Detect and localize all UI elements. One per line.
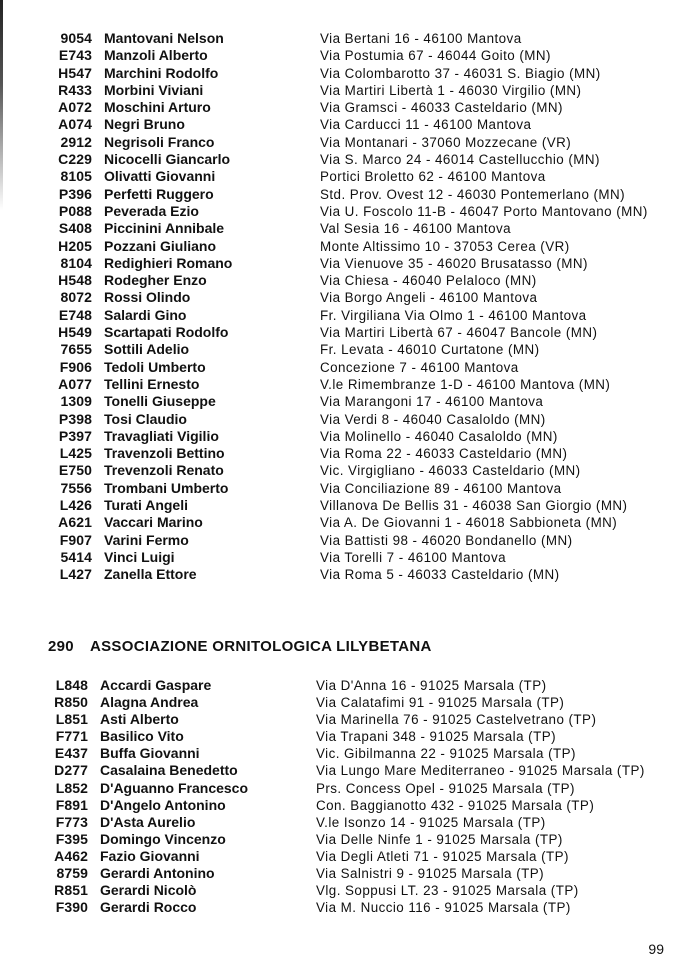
- member-name: Alagna Andrea: [100, 694, 199, 711]
- member-name: Rossi Olindo: [104, 289, 191, 306]
- member-row: [0, 307, 700, 324]
- member-address: Portici Broletto 62 - 46100 Mantova: [320, 169, 546, 185]
- member-code: F891: [55, 796, 88, 813]
- member-address: Via Gramsci - 46033 Casteldario (MN): [320, 100, 563, 116]
- member-row: [0, 30, 700, 47]
- member-row: [0, 341, 700, 358]
- member-row: [0, 65, 700, 82]
- member-address: Via Martiri Libertà 1 - 46030 Virgilio (MN): [320, 82, 582, 98]
- member-address: Vlg. Soppusi LT. 23 - 91025 Marsala (TP): [316, 883, 579, 899]
- member-address: Via Marinella 76 - 91025 Castelvetrano (TP): [316, 712, 597, 728]
- member-name: Buffa Giovanni: [100, 745, 200, 762]
- member-address: Via Bertani 16 - 46100 Mantova: [320, 31, 522, 46]
- member-code: 1309: [60, 393, 92, 410]
- member-name: Gerardi Nicolò: [100, 882, 197, 899]
- member-row: [0, 393, 700, 410]
- member-code: L848: [55, 677, 88, 693]
- member-name: Pozzani Giuliano: [104, 237, 217, 254]
- member-address: V.le Isonzo 14 - 91025 Marsala (TP): [316, 814, 546, 830]
- member-address: Via Salnistri 9 - 91025 Marsala (TP): [316, 866, 545, 882]
- member-name: Negri Bruno: [104, 116, 185, 133]
- member-name: D'Angelo Antonino: [100, 796, 226, 813]
- member-name: Asti Alberto: [100, 711, 179, 728]
- member-name: Gerardi Antonino: [100, 865, 215, 882]
- member-address: Vic. Gibilmanna 22 - 91025 Marsala (TP): [316, 746, 576, 762]
- member-address: Fr. Virgiliana Via Olmo 1 - 46100 Mantova: [320, 307, 587, 323]
- member-row: [0, 238, 700, 255]
- member-row: [0, 745, 700, 762]
- member-code: R433: [58, 81, 92, 98]
- member-address: Via D'Anna 16 - 91025 Marsala (TP): [316, 678, 547, 693]
- member-name: Gerardi Rocco: [100, 899, 197, 916]
- member-code: L852: [55, 779, 88, 796]
- member-name: Scartapati Rodolfo: [104, 324, 229, 341]
- member-name: Perfetti Ruggero: [104, 185, 214, 202]
- member-row: [0, 47, 700, 64]
- member-address: Via S. Marco 24 - 46014 Castellucchio (MN): [320, 152, 600, 168]
- member-row: [0, 324, 700, 341]
- member-name: Trevenzoli Renato: [104, 462, 224, 479]
- member-address: Concezione 7 - 46100 Mantova: [320, 359, 519, 375]
- member-code: A621: [58, 514, 92, 531]
- member-code: A462: [54, 847, 88, 864]
- member-code: E748: [58, 306, 92, 323]
- member-name: Moschini Arturo: [104, 99, 211, 116]
- member-row: [0, 255, 700, 272]
- member-code: H549: [58, 324, 92, 341]
- member-row: [0, 220, 700, 237]
- member-code: L851: [55, 711, 88, 728]
- member-address: Via U. Foscolo 11-B - 46047 Porto Mantovano (MN): [320, 203, 648, 219]
- member-name: D'Asta Aurelio: [100, 813, 196, 830]
- member-row: [0, 480, 700, 497]
- member-name: Vinci Luigi: [104, 548, 175, 565]
- member-address: Std. Prov. Ovest 12 - 46030 Pontemerlano (MN): [320, 186, 626, 202]
- member-name: Tonelli Giuseppe: [104, 393, 216, 410]
- member-address: Via Calatafimi 91 - 91025 Marsala (TP): [316, 695, 565, 711]
- member-code: F771: [55, 728, 88, 745]
- member-code: 8759: [56, 865, 88, 882]
- member-row: [0, 186, 700, 203]
- member-address: Via Martiri Libertà 67 - 46047 Bancole (MN): [320, 325, 598, 341]
- member-code: A077: [58, 375, 92, 392]
- member-address: Via Roma 5 - 46033 Casteldario (MN): [320, 567, 560, 583]
- member-name: Accardi Gaspare: [100, 677, 212, 693]
- member-address: Via Postumia 67 - 46044 Goito (MN): [320, 48, 551, 64]
- member-name: Travenzoli Bettino: [104, 445, 225, 462]
- member-code: 9054: [60, 30, 92, 46]
- section-heading: [48, 638, 432, 655]
- member-row: [0, 462, 700, 479]
- member-row: [0, 428, 700, 445]
- member-code: E437: [54, 745, 88, 762]
- member-address: Via Carducci 11 - 46100 Mantova: [320, 117, 532, 133]
- member-code: H547: [58, 64, 92, 81]
- member-address: Via Conciliazione 89 - 46100 Mantova: [320, 480, 562, 496]
- member-address: Via Colombarotto 37 - 46031 S. Biagio (MN): [320, 65, 601, 81]
- member-row: [0, 797, 700, 814]
- member-name: Casalaina Benedetto: [100, 762, 238, 779]
- member-row: [0, 899, 700, 916]
- member-row: [0, 780, 700, 797]
- member-code: 2912: [60, 133, 92, 150]
- member-address: Via Battisti 98 - 46020 Bondanello (MN): [320, 532, 573, 548]
- member-row: [0, 566, 700, 583]
- member-code: E743: [58, 47, 92, 64]
- member-row: [0, 134, 700, 151]
- member-address: Via Roma 22 - 46033 Casteldario (MN): [320, 446, 568, 462]
- member-code: F773: [55, 813, 88, 830]
- member-code: F906: [59, 358, 92, 375]
- member-code: F390: [55, 899, 88, 916]
- member-name: Tellini Ernesto: [104, 375, 200, 392]
- member-code: R850: [54, 694, 88, 711]
- member-name: Salardi Gino: [104, 306, 187, 323]
- member-row: [0, 116, 700, 133]
- member-list-marsala: [0, 677, 700, 916]
- member-row: [0, 814, 700, 831]
- member-name: Tedoli Umberto: [104, 358, 206, 375]
- member-code: 5414: [60, 548, 92, 565]
- member-address: Via Vienuove 35 - 46020 Brusatasso (MN): [320, 255, 588, 271]
- member-name: Varini Fermo: [104, 531, 189, 548]
- member-address: Via Borgo Angeli - 46100 Mantova: [320, 290, 538, 306]
- member-name: Marchini Rodolfo: [104, 64, 219, 81]
- member-row: [0, 865, 700, 882]
- member-name: Morbini Viviani: [104, 81, 204, 98]
- member-address: Val Sesia 16 - 46100 Mantova: [320, 221, 512, 237]
- member-name: Basilico Vito: [100, 728, 184, 745]
- member-address: Via Molinello - 46040 Casaloldo (MN): [320, 428, 558, 444]
- member-address: Via Lungo Mare Mediterraneo - 91025 Marsala (TP): [316, 763, 645, 779]
- member-row: [0, 411, 700, 428]
- member-code: E750: [58, 462, 92, 479]
- member-code: P397: [58, 427, 92, 444]
- member-code: R851: [54, 882, 88, 899]
- member-address: Via A. De Giovanni 1 - 46018 Sabbioneta (MN): [320, 515, 618, 531]
- member-code: 7556: [60, 479, 92, 496]
- member-row: [0, 694, 700, 711]
- member-name: Rodegher Enzo: [104, 272, 207, 289]
- member-code: C229: [58, 151, 92, 168]
- member-code: P398: [58, 410, 92, 427]
- member-row: [0, 151, 700, 168]
- member-name: Turati Angeli: [104, 497, 188, 514]
- member-address: Via Chiesa - 46040 Pelaloco (MN): [320, 273, 537, 289]
- member-address: Monte Altissimo 10 - 37053 Cerea (VR): [320, 238, 570, 254]
- section-title: ASSOCIAZIONE ORNITOLOGICA LILYBETANA: [90, 638, 432, 655]
- member-address: Con. Baggianotto 432 - 91025 Marsala (TP): [316, 797, 595, 813]
- member-row: [0, 289, 700, 306]
- member-name: Tosi Claudio: [104, 410, 187, 427]
- member-code: H548: [58, 272, 92, 289]
- member-address: Via M. Nuccio 116 - 91025 Marsala (TP): [316, 900, 571, 916]
- member-name: Vaccari Marino: [104, 514, 203, 531]
- member-row: [0, 728, 700, 745]
- member-name: Domingo Vincenzo: [100, 830, 226, 847]
- member-code: P088: [58, 202, 92, 219]
- member-row: [0, 497, 700, 514]
- member-code: P396: [58, 185, 92, 202]
- member-row: [0, 272, 700, 289]
- member-address: Prs. Concess Opel - 91025 Marsala (TP): [316, 780, 575, 796]
- member-row: [0, 99, 700, 116]
- member-name: Mantovani Nelson: [104, 30, 224, 46]
- member-row: [0, 882, 700, 899]
- member-name: Redighieri Romano: [104, 254, 233, 271]
- member-code: 7655: [60, 341, 92, 358]
- member-name: Negrisoli Franco: [104, 133, 215, 150]
- member-row: [0, 203, 700, 220]
- member-code: L427: [59, 566, 92, 583]
- member-address: Via Trapani 348 - 91025 Marsala (TP): [316, 729, 556, 745]
- member-row: [0, 848, 700, 865]
- member-name: D'Aguanno Francesco: [100, 779, 249, 796]
- member-name: Sottili Adelio: [104, 341, 190, 358]
- member-code: 8104: [60, 254, 92, 271]
- member-address: Via Montanari - 37060 Mozzecane (VR): [320, 134, 572, 150]
- member-name: Manzoli Alberto: [104, 47, 208, 64]
- member-row: [0, 376, 700, 393]
- member-code: A072: [58, 99, 92, 116]
- member-address: Via Torelli 7 - 46100 Mantova: [320, 549, 506, 565]
- member-address: Fr. Levata - 46010 Curtatone (MN): [320, 342, 540, 358]
- member-address: Via Marangoni 17 - 46100 Mantova: [320, 394, 544, 410]
- member-address: Vic. Virgigliano - 46033 Casteldario (MN): [320, 463, 581, 479]
- member-code: D277: [54, 762, 88, 779]
- member-row: [0, 359, 700, 376]
- member-row: [0, 677, 700, 694]
- member-row: [0, 549, 700, 566]
- member-name: Trombani Umberto: [104, 479, 229, 496]
- member-address: V.le Rimembranze 1-D - 46100 Mantova (MN): [320, 376, 611, 392]
- member-address: Via Degli Atleti 71 - 91025 Marsala (TP): [316, 848, 569, 864]
- member-row: [0, 831, 700, 848]
- member-code: L426: [59, 497, 92, 514]
- member-name: Nicocelli Giancarlo: [104, 151, 231, 168]
- member-address: Via Delle Ninfe 1 - 91025 Marsala (TP): [316, 831, 563, 847]
- member-code: H205: [58, 237, 92, 254]
- member-name: Peverada Ezio: [104, 202, 199, 219]
- member-name: Fazio Giovanni: [100, 847, 200, 864]
- member-row: [0, 82, 700, 99]
- member-name: Travagliati Vigilio: [104, 427, 219, 444]
- member-row: [0, 168, 700, 185]
- member-address: Via Verdi 8 - 46040 Casaloldo (MN): [320, 411, 546, 427]
- member-code: A074: [58, 116, 92, 133]
- member-code: L425: [59, 445, 92, 462]
- member-code: F395: [55, 830, 88, 847]
- member-name: Piccinini Annibale: [104, 220, 225, 237]
- member-address: Villanova De Bellis 31 - 46038 San Giorgio (MN): [320, 498, 628, 514]
- member-row: [0, 514, 700, 531]
- page-number: 99: [648, 941, 664, 957]
- member-code: S408: [58, 220, 92, 237]
- member-row: [0, 762, 700, 779]
- member-code: 8072: [60, 289, 92, 306]
- member-row: [0, 532, 700, 549]
- member-list-mantova: [0, 30, 700, 584]
- section-number: 290: [48, 638, 74, 655]
- member-code: 8105: [60, 168, 92, 185]
- member-row: [0, 445, 700, 462]
- member-name: Zanella Ettore: [104, 566, 197, 583]
- member-name: Olivatti Giovanni: [104, 168, 216, 185]
- member-row: [0, 711, 700, 728]
- member-code: F907: [59, 531, 92, 548]
